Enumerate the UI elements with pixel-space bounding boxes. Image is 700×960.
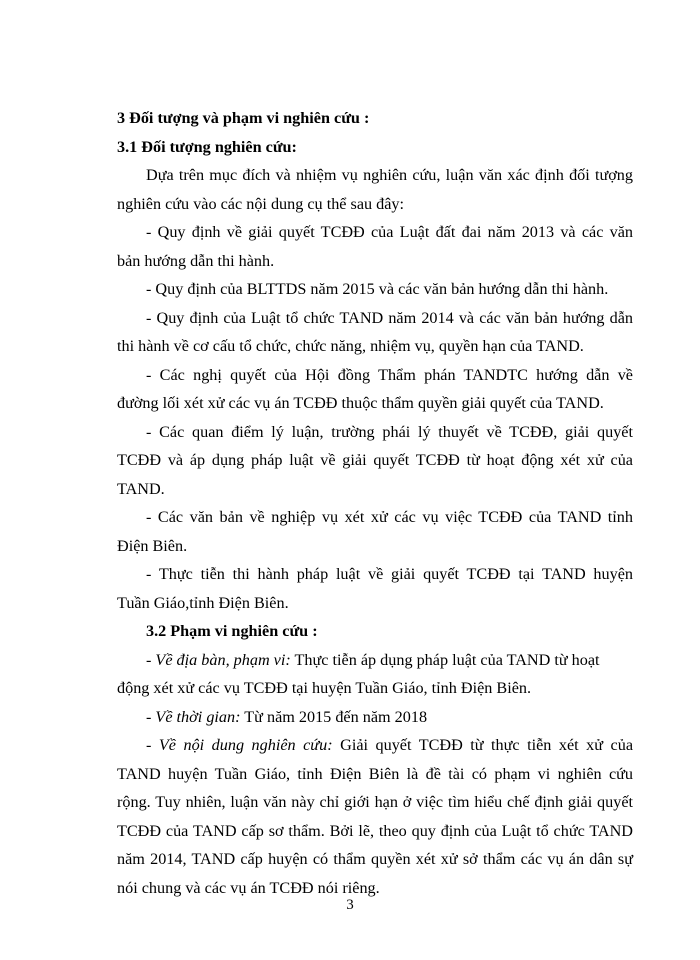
scope-area-line-2: động xét xử các vụ TCĐĐ tại huyện Tuần Giáo, tỉnh Điện Biên. xyxy=(117,679,532,697)
section-heading: 3 Đối tượng và phạm vi nghiên cứu : xyxy=(117,109,370,127)
intro-line-2: nghiên cứu vào các nội dung cụ thể sau đây: xyxy=(117,194,405,213)
intro-line-1: Dựa trên mục đích và nhiệm vụ nghiên cứu, luận văn xác định đối tượng xyxy=(146,166,633,184)
item-5-line-3: TAND. xyxy=(117,479,165,498)
item-2-line-1: - Quy định của BLTTDS năm 2015 và các văn bản hướng dẫn thi hành. xyxy=(146,280,609,298)
item-3-line-2: thi hành về cơ cấu tổ chức, chức năng, nhiệm vụ, quyền hạn của TAND. xyxy=(117,337,584,355)
scope-content-line-6: nói chung và các vụ án TCĐĐ nói riêng. xyxy=(117,878,380,897)
item-6-line-1: - Các văn bản về nghiệp vụ xét xử các vụ việc TCĐĐ của TAND tỉnh xyxy=(146,508,633,526)
scope-content-line-5: năm 2014, TAND cấp huyện có thẩm quyền xét xử sở thẩm các vụ án dân sự xyxy=(117,850,633,868)
scope-content-label: - Về nội dung nghiên cứu: xyxy=(146,736,333,754)
subsection-heading-objects: 3.1 Đối tượng nghiên cứu: xyxy=(117,137,297,156)
scope-time-line xyxy=(117,703,633,732)
item-1-line-2: bản hướng dẫn thi hành. xyxy=(117,251,275,270)
scope-content-line-4: TCĐĐ của TAND cấp sơ thẩm. Bởi lẽ, theo quy định của Luật tổ chức TAND xyxy=(117,821,633,840)
scope-time-label: - Về thời gian: xyxy=(146,707,241,726)
item-4-line-1: - Các nghị quyết của Hội đồng Thẩm phán TANDTC hướng dẫn về xyxy=(146,365,633,384)
scope-content-line-1 xyxy=(117,731,633,760)
item-5-line-2: TCĐĐ và áp dụng pháp luật về giải quyết TCĐĐ từ hoạt động xét xử của xyxy=(117,451,633,469)
subsection-heading-scope: 3.2 Phạm vi nghiên cứu : xyxy=(146,622,318,640)
item-4-line-2: đường lối xét xử các vụ án TCĐĐ thuộc thẩm quyền giải quyết của TAND. xyxy=(117,394,604,412)
document-body xyxy=(117,104,633,902)
page-number: 3 xyxy=(346,897,354,913)
scope-area-text: Thực tiễn áp dụng pháp luật của TAND từ hoạt xyxy=(294,650,600,669)
scope-time-text: Từ năm 2015 đến năm 2018 xyxy=(244,707,428,726)
scope-content-line-2: TAND huyện Tuần Giáo, tỉnh Điện Biên là đề tài có phạm vi nghiên cứu xyxy=(117,764,633,783)
scope-area-line-1 xyxy=(117,646,633,675)
scope-content-text: Giải quyết TCĐĐ từ thực tiễn xét xử của xyxy=(340,736,633,754)
item-6-line-2: Điện Biên. xyxy=(117,536,188,555)
scope-area-label: - Về địa bàn, phạm vi: xyxy=(146,650,291,669)
item-3-line-1: - Quy định của Luật tổ chức TAND năm 2014 và các văn bản hướng dẫn xyxy=(146,308,633,327)
item-5-line-1: - Các quan điểm lý luận, trường phái lý thuyết về TCĐĐ, giải quyết xyxy=(146,422,633,441)
item-7-line-2: Tuần Giáo,tỉnh Điện Biên. xyxy=(117,593,289,612)
item-1-line-1: - Quy định về giải quyết TCĐĐ của Luật đất đai năm 2013 và các văn xyxy=(146,223,633,241)
scope-content-line-3: rộng. Tuy nhiên, luận văn này chỉ giới hạn ở việc tìm hiểu chế định giải quyết xyxy=(117,793,633,811)
item-7-line-1: - Thực tiễn thi hành pháp luật về giải quyết TCĐĐ tại TAND huyện xyxy=(146,565,633,583)
